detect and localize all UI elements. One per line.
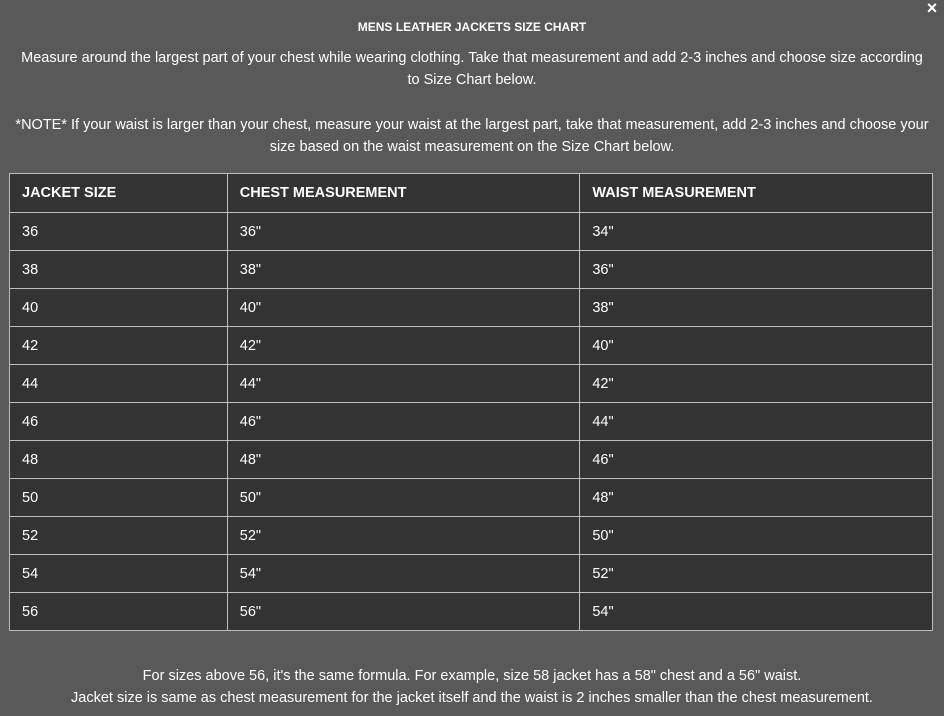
header-chest-measurement: CHEST MEASUREMENT [227, 174, 580, 213]
table-row [10, 365, 933, 403]
close-icon[interactable]: × [926, 0, 938, 18]
cell-waist: 52" [580, 555, 933, 593]
cell-jacket-size: 46 [10, 403, 228, 441]
cell-chest: 46" [227, 403, 580, 441]
size-table [9, 173, 933, 631]
table-row [10, 251, 933, 289]
cell-jacket-size: 52 [10, 517, 228, 555]
modal-title: MENS LEATHER JACKETS SIZE CHART [357, 20, 587, 34]
header-waist-measurement: WAIST MEASUREMENT [580, 174, 933, 213]
table-row [10, 517, 933, 555]
footer-line-2: Jacket size is same as chest measurement for the jacket itself and the waist is 2 inches smaller than the chest measurement. [71, 690, 873, 706]
cell-waist: 44" [580, 403, 933, 441]
cell-waist: 36" [580, 251, 933, 289]
table-row [10, 555, 933, 593]
cell-chest: 38" [227, 251, 580, 289]
cell-jacket-size: 40 [10, 289, 228, 327]
intro-text: Measure around the largest part of your chest while wearing clothing. Take that measurement and add 2-3 inches and choose size according to Size Chart below. [21, 50, 923, 88]
cell-jacket-size: 38 [10, 251, 228, 289]
cell-chest: 42" [227, 327, 580, 365]
cell-chest: 44" [227, 365, 580, 403]
table-row [10, 479, 933, 517]
footer-text [0, 665, 944, 709]
table-row [10, 327, 933, 365]
table-row [10, 403, 933, 441]
note-text: *NOTE* If your waist is larger than your chest, measure your waist at the largest part, take that measurement, add 2-3 inches and choose your size based on the waist measurement on the Size Chart below. [15, 117, 929, 155]
table-row [10, 441, 933, 479]
cell-jacket-size: 56 [10, 593, 228, 631]
table-row [10, 289, 933, 327]
cell-waist: 54" [580, 593, 933, 631]
table-header-row [10, 174, 933, 213]
table-row [10, 213, 933, 251]
cell-jacket-size: 44 [10, 365, 228, 403]
cell-chest: 40" [227, 289, 580, 327]
cell-jacket-size: 42 [10, 327, 228, 365]
cell-waist: 38" [580, 289, 933, 327]
cell-waist: 48" [580, 479, 933, 517]
footer-line-1: For sizes above 56, it's the same formula. For example, size 58 jacket has a 58" chest and a 56" waist. [142, 668, 802, 684]
cell-jacket-size: 54 [10, 555, 228, 593]
cell-waist: 50" [580, 517, 933, 555]
cell-jacket-size: 50 [10, 479, 228, 517]
cell-chest: 36" [227, 213, 580, 251]
cell-waist: 42" [580, 365, 933, 403]
header-jacket-size: JACKET SIZE [10, 174, 228, 213]
cell-chest: 52" [227, 517, 580, 555]
cell-waist: 40" [580, 327, 933, 365]
cell-jacket-size: 36 [10, 213, 228, 251]
cell-waist: 46" [580, 441, 933, 479]
cell-chest: 48" [227, 441, 580, 479]
table-row [10, 593, 933, 631]
cell-jacket-size: 48 [10, 441, 228, 479]
cell-chest: 56" [227, 593, 580, 631]
cell-chest: 50" [227, 479, 580, 517]
cell-chest: 54" [227, 555, 580, 593]
cell-waist: 34" [580, 213, 933, 251]
